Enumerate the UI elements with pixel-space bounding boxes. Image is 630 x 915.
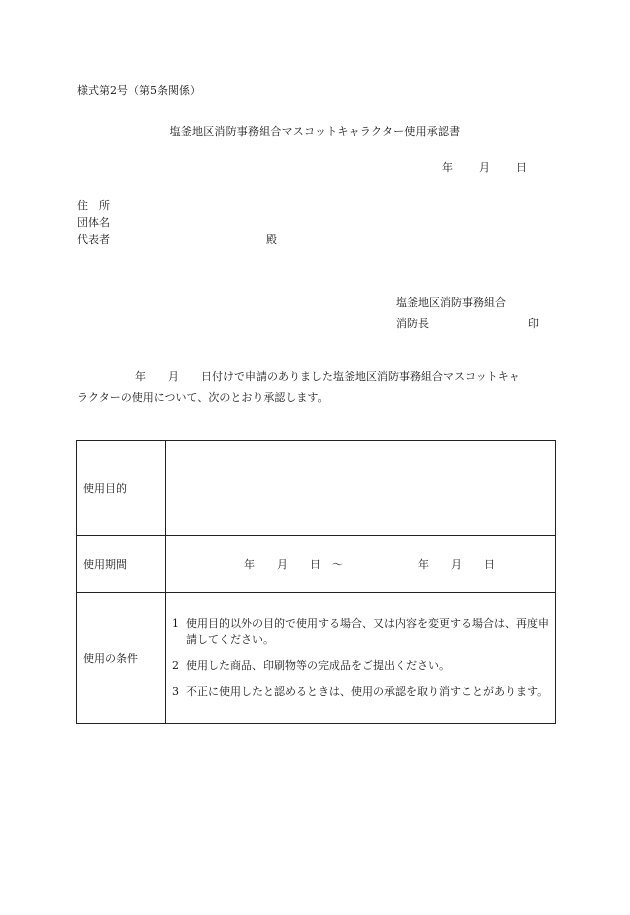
statement-line-2: ラクターの使用について、次のとおり承認します。 <box>77 391 329 404</box>
condition-number: 1 <box>172 617 179 630</box>
date-day: 日 <box>516 161 527 174</box>
condition-item <box>172 684 549 700</box>
form-number: 様式第2号（第5条関係） <box>77 84 201 97</box>
issuer-title: 消防長 <box>396 317 429 330</box>
address-label: 住 所 <box>77 199 110 212</box>
condition-number: 3 <box>172 685 179 698</box>
period-value <box>166 536 556 593</box>
representative-row <box>77 231 277 248</box>
condition-item <box>172 616 549 648</box>
date-month: 月 <box>479 161 490 174</box>
org-name-label: 団体名 <box>77 216 110 229</box>
condition-item <box>172 658 549 674</box>
conditions-row <box>77 593 556 724</box>
purpose-value <box>166 441 556 536</box>
recipient-block <box>77 197 277 248</box>
issuer-organization: 塩釜地区消防事務組合 <box>396 296 506 309</box>
conditions-value <box>166 593 556 724</box>
conditions-label: 使用の条件 <box>77 593 166 724</box>
period-row <box>77 536 556 593</box>
issuer-title-row <box>396 313 539 334</box>
date-line <box>442 161 527 175</box>
condition-number: 2 <box>172 659 179 672</box>
issuer-block <box>396 292 539 334</box>
approval-details-table <box>76 440 556 724</box>
period-start: 年 月 日 ～ <box>244 558 343 571</box>
statement-line-1: 年 月 日付けで申請のありました塩釜地区消防事務組合マスコットキャ <box>135 370 520 383</box>
condition-text: 使用した商品、印刷物等の完成品をご提出ください。 <box>186 659 450 672</box>
period-end: 年 月 日 <box>418 558 495 571</box>
approval-statement <box>77 366 555 408</box>
purpose-label: 使用目的 <box>77 441 166 536</box>
condition-text: 使用目的以外の目的で使用する場合、又は内容を変更する場合は、再度申請してください。 <box>186 617 549 646</box>
date-year: 年 <box>442 161 453 174</box>
seal-mark: 印 <box>528 317 539 330</box>
representative-label: 代表者 <box>77 233 110 246</box>
period-label: 使用期間 <box>77 536 166 593</box>
purpose-row <box>77 441 556 536</box>
honorific: 殿 <box>266 233 277 246</box>
document-title: 塩釜地区消防事務組合マスコットキャラクター使用承認書 <box>169 125 461 138</box>
condition-text: 不正に使用したと認めるときは、使用の承認を取り消すことがあります。 <box>186 685 549 698</box>
